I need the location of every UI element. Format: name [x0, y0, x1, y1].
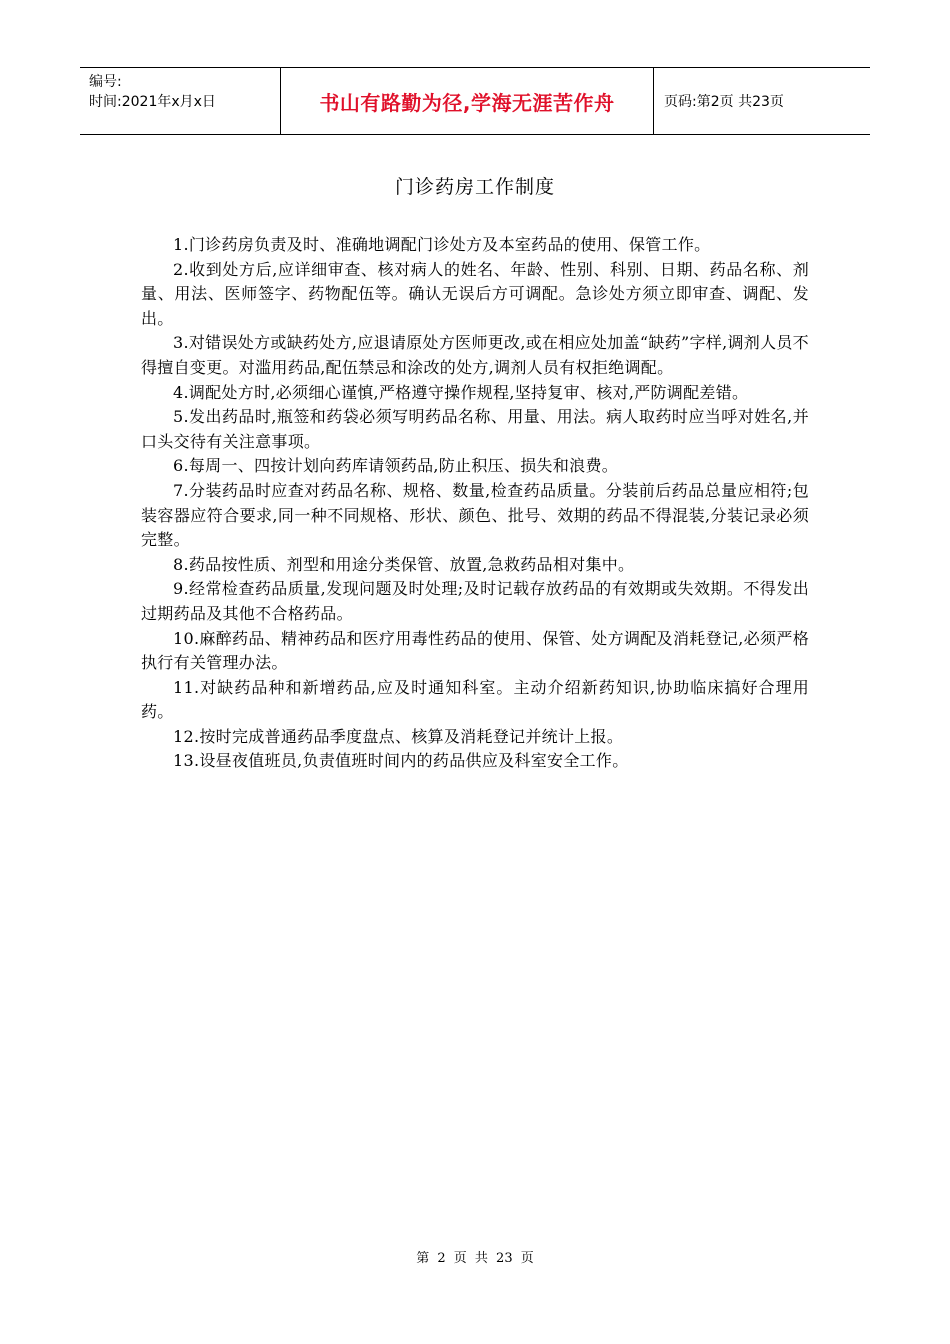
- page-header: [80, 67, 870, 135]
- rule-paragraph: 8.药品按性质、剂型和用途分类保管、放置,急救药品相对集中。: [173, 554, 635, 574]
- rule-paragraph: 5.发出药品时,瓶签和药袋必须写明药品名称、用量、用法。病人取药时应当呼对姓名,并口头交待有关注意事项。: [141, 407, 809, 451]
- document-title: 门诊药房工作制度: [394, 176, 555, 198]
- rule-paragraph: 12.按时完成普通药品季度盘点、核算及消耗登记并统计上报。: [173, 726, 624, 746]
- rule-paragraph: 2.收到处方后,应详细审查、核对病人的姓名、年龄、性别、科别、日期、药品名称、剂量、用法、医师签字、药物配伍等。确认无误后方可调配。急诊处方须立即审查、调配、发出。: [141, 259, 809, 328]
- document-body: [141, 233, 809, 774]
- page-footer: 第 2 页 共 23 页: [416, 1251, 534, 1266]
- header-page-info: 页码:第2页 共23页: [664, 94, 784, 110]
- document-number-label: 编号:: [89, 74, 122, 90]
- rule-paragraph: 3.对错误处方或缺药处方,应退请原处方医师更改,或在相应处加盖“缺药”字样,调剂人员不得擅自变更。对滥用药品,配伍禁忌和涂改的处方,调剂人员有权拒绝调配。: [141, 333, 809, 377]
- header-motto: 书山有路勤为径,学海无涯苦作舟: [281, 68, 654, 134]
- rule-paragraph: 13.设昼夜值班员,负责值班时间内的药品供应及科室安全工作。: [173, 751, 629, 771]
- rule-paragraph: 11.对缺药品种和新增药品,应及时通知科室。主动介绍新药知识,协助临床搞好合理用药。: [141, 677, 809, 722]
- rule-paragraph: 10.麻醉药品、精神药品和医疗用毒性药品的使用、保管、处方调配及消耗登记,必须严格执行有关管理办法。: [141, 628, 809, 673]
- rule-paragraph: 9.经常检查药品质量,发现问题及时处理;及时记载存放药品的有效期或失效期。不得发出过期药品及其他不合格药品。: [141, 579, 809, 623]
- document-time: 时间:2021年x月x日: [89, 94, 216, 110]
- rule-paragraph: 6.每周一、四按计划向药库请领药品,防止积压、损失和浪费。: [173, 456, 619, 476]
- rule-paragraph: 4.调配处方时,必须细心谨慎,严格遵守操作规程,坚持复审、核对,严防调配差错。: [173, 382, 749, 402]
- rule-paragraph: 7.分装药品时应查对药品名称、规格、数量,检查药品质量。分装前后药品总量应相符;包装容器应符合要求,同一种不同规格、形状、颜色、批号、效期的药品不得混装,分装记录必须完整。: [141, 480, 809, 550]
- rule-paragraph: 1.门诊药房负责及时、准确地调配门诊处方及本室药品的使用、保管工作。: [173, 235, 711, 254]
- header-meta: [80, 68, 281, 134]
